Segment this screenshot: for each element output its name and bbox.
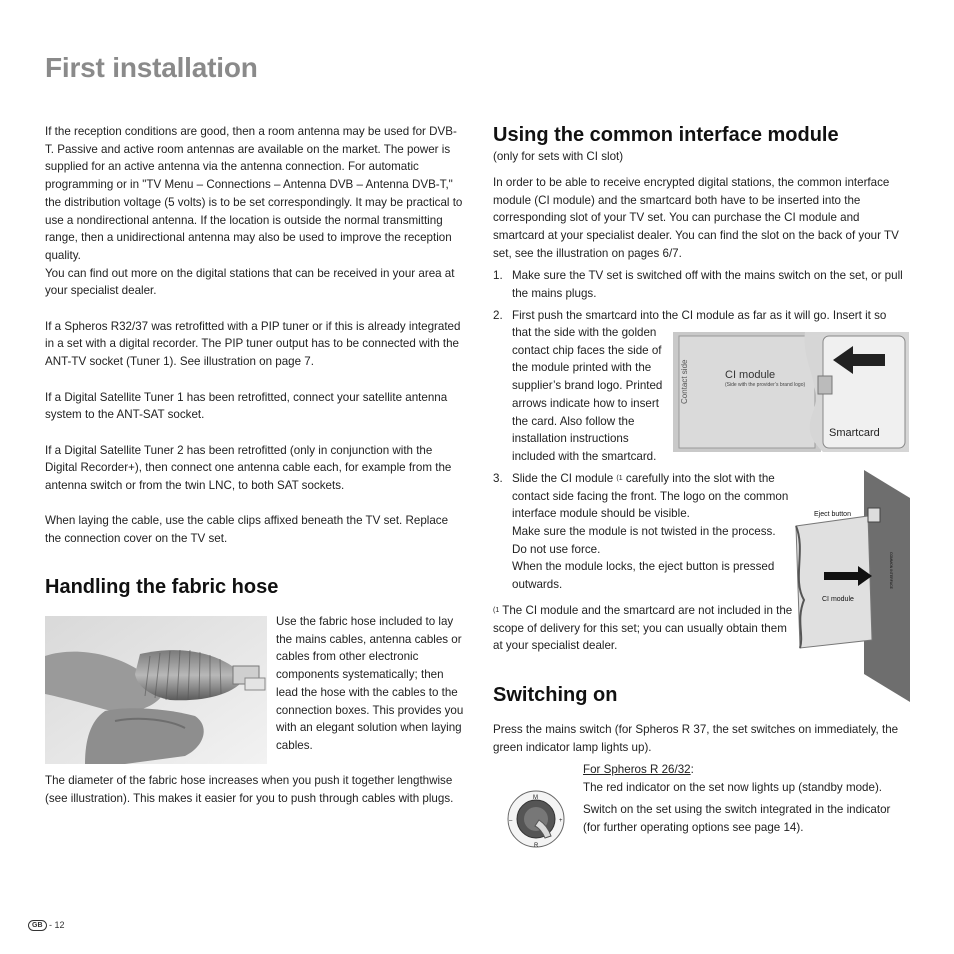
ci-module-heading: Using the common interface module xyxy=(493,124,839,146)
mains-switch-paragraph: Press the mains switch (for Spheros R 37, the set switches on immediately, the green indicator lamp lights up). xyxy=(493,723,899,754)
smartcard-illustration xyxy=(673,332,909,452)
step-1-number: 1. xyxy=(493,269,503,282)
digital-stations-paragraph: You can find out more on the digital stations that can be received in your area at your specialist dealer. xyxy=(45,266,455,298)
step-3-no-twist: Make sure the module is not twisted in the process. Do not use force. xyxy=(512,525,776,556)
step-3-text-a: Slide the CI module xyxy=(512,472,614,485)
fabric-hose-heading: Handling the fabric hose xyxy=(45,576,279,598)
ci-intro-paragraph: In order to be able to receive encrypted digital stations, the common interface module (CI module) and the smartcard both have to be inserted into the corresponding slot of your TV set. You can purchase the CI module and smartcard at your specialist dealer. You can find the slot on the back of your TV set, see the illustration on pages 6/7. xyxy=(493,176,899,260)
switching-on-heading: Switching on xyxy=(493,684,618,706)
eject-button-label: Eject button xyxy=(814,511,851,518)
hose-diameter-paragraph: The diameter of the fabric hose increases when you push it together lengthwise (see illustration). This makes it easier for you to push through cables with plugs. xyxy=(45,774,454,805)
page-title: First installation xyxy=(45,52,258,83)
step-2 xyxy=(493,307,922,325)
common-interface-label: COMMON INTERFACE xyxy=(889,552,893,589)
fabric-hose-photo xyxy=(45,616,267,764)
footnote-marker: (1 xyxy=(493,607,500,614)
step-3-text-b: carefully into the slot with the contact side facing the front. The logo on the common interface module should be visible. xyxy=(512,472,789,521)
hands-holding-hose-illustration xyxy=(45,616,267,764)
pip-tuner-paragraph: If a Spheros R32/37 was retrofitted with a PIP tuner or if this is already integrated in a set with a digital recorder. The PIP tuner output has to be connected with the ANT-TV socket (Tuner 1). See illustration on page 7. xyxy=(45,319,461,369)
dial-plus-label: + xyxy=(559,818,563,824)
satellite-tuner-1-paragraph: If a Digital Satellite Tuner 1 has been retrofitted, connect your satellite antenna system to the ANT-SAT socket. xyxy=(45,390,448,422)
step-3-number: 3. xyxy=(493,472,503,485)
left-column xyxy=(45,123,463,548)
ci-slot-note: (only for sets with CI slot) xyxy=(493,150,624,163)
step-2-first-line: First push the smartcard into the CI module as far as it will go. Insert it so xyxy=(512,309,887,322)
brand-side-note: (Side with the provider’s brand logo) xyxy=(725,382,806,388)
language-badge: GB xyxy=(28,920,47,931)
step-3-lock: When the module locks, the eject button is pressed outwards. xyxy=(512,560,775,591)
step-2-number: 2. xyxy=(493,309,503,322)
page-number: - 12 xyxy=(49,920,65,930)
page-footer xyxy=(28,920,65,931)
slot-ci-module-label: CI module xyxy=(822,596,854,603)
fabric-hose-paragraph: Use the fabric hose included to lay the mains cables, antenna cables or cables from other electronic components systematically; then lead the hose with the cables to the connection boxes. This provides you with an elegant solution when laying cables. xyxy=(276,615,464,752)
dial-m-label: M xyxy=(533,795,538,801)
spheros-model-label: For Spheros R 26/32 xyxy=(583,763,691,776)
step-3-footnote-ref: (1 xyxy=(616,475,623,482)
cable-laying-paragraph: When laying the cable, use the cable clips affixed beneath the TV set. Replace the connection cover on the TV set. xyxy=(45,514,449,546)
ci-module-label: CI module xyxy=(725,369,776,381)
step-1 xyxy=(493,267,908,302)
step-3 xyxy=(493,470,802,523)
dial-r-label: R xyxy=(534,843,539,849)
step-1-text: Make sure the TV set is switched off with the mains switch on the set, or pull the mains plugs. xyxy=(512,269,903,300)
switch-on-paragraph: Switch on the set using the switch integrated in the indicator (for further operating options see page 14). xyxy=(583,803,891,834)
step-2-text: that the side with the golden contact chip faces the side of the module printed with the supplier’s brand logo. Printed arrows indicate how to insert the card. Also follow the installation instructions included with the smartcard. xyxy=(512,326,663,463)
contact-side-label: Contact side xyxy=(680,359,689,404)
spheros-label-line: For Spheros R 26/32: xyxy=(583,763,694,776)
antenna-paragraph: If the reception conditions are good, then a room antenna may be used for DVB-T. Passive and active room antennas are available on the market. The power is supplied for an active antenna via the antenna connection. For automatic programming or in "TV Menu – Connections – Antenna DVB – Antenna DVB-T," the distribution voltage (5 volts) is to be set correspondingly. It may be practical to use a nondirectional antenna. If the location is outside the normal transmitting range, then a unidirectional antenna may also be used to improve the reception quality. xyxy=(45,125,463,262)
footnote-text: The CI module and the smartcard are not included in the scope of delivery for this set; you can usually obtain them at your specialist dealer. xyxy=(493,604,793,653)
satellite-tuner-2-paragraph: If a Digital Satellite Tuner 2 has been retrofitted (only in conjunction with the Digital Recorder+), then connect one antenna cable each, for example from the antenna switch or from the twin LNC, to both SAT sockets. xyxy=(45,443,452,493)
ci-footnote xyxy=(493,602,793,655)
dial-minus-label: – xyxy=(509,818,513,824)
control-dial xyxy=(505,788,567,850)
smartcard-label: Smartcard xyxy=(829,427,880,439)
ci-slot-illustration xyxy=(792,470,912,702)
red-indicator-paragraph: The red indicator on the set now lights up (standby mode). xyxy=(583,781,883,794)
